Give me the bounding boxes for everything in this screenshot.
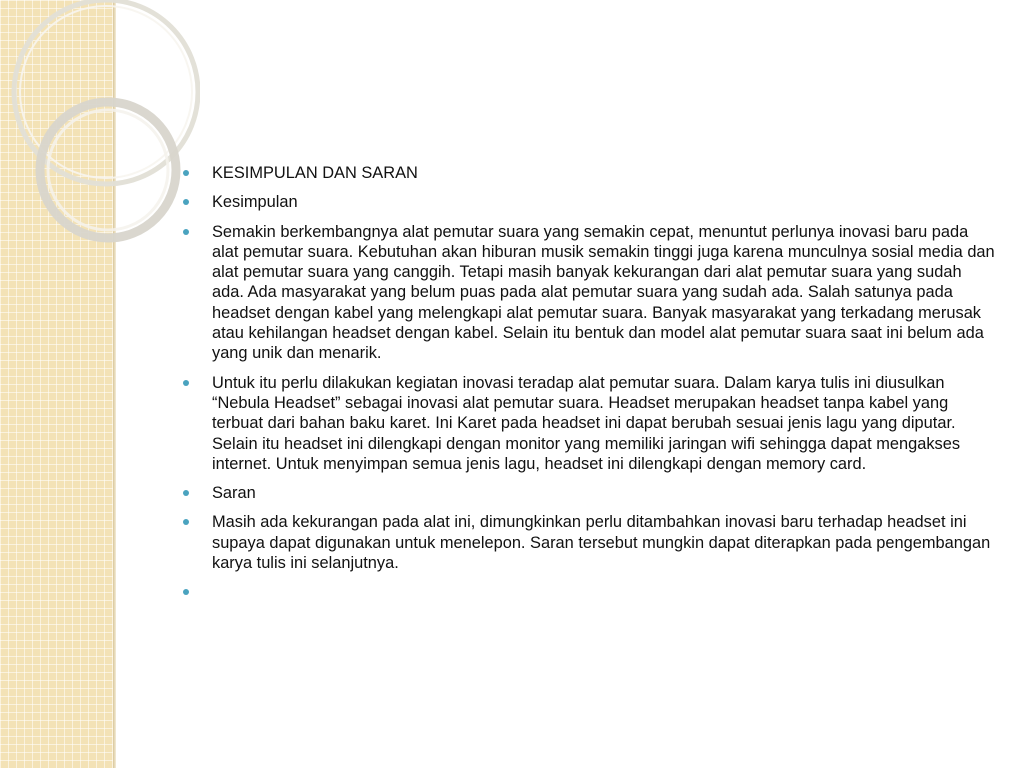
bullet-dot-icon (183, 380, 189, 386)
bullet-paragraph (183, 373, 995, 474)
decorative-rings (0, 0, 200, 260)
bullet-dot-icon (183, 589, 189, 595)
bullet-text: Untuk itu perlu dilakukan kegiatan inovasi teradap alat pemutar suara. Dalam karya tulis ini diusulkan “Nebula Headset” sebagai inovasi alat pemutar suara. Headset merupakan headset tanpa kabel yang terbuat dari bahan baku karet. Ini Karet pada headset ini dapat berubah sesuai jenis lagu yang diputar. Selain itu headset ini dilengkapi dengan monitor yang memiliki jaringan wifi sehingga dapat mengakses internet. Untuk menyimpan semua jenis lagu, headset ini dilengkapi dengan memory card. (212, 373, 961, 473)
bullet-subheading-saran (183, 483, 995, 503)
bullet-text: Masih ada kekurangan pada alat ini, dimungkinkan perlu ditambahkan inovasi baru terhadap headset ini supaya dapat digunakan untuk menelepon. Saran tersebut mungkin dapat diterapkan pada pengembangan karya tulis ini selanjutnya. (212, 513, 991, 573)
bullet-dot-icon (183, 519, 189, 525)
bullet-dot-icon (183, 199, 189, 205)
bullet-dot-icon (183, 170, 189, 176)
bullet-text: Saran (212, 484, 256, 503)
bullet-paragraph (183, 222, 995, 364)
bullet-heading (183, 163, 995, 183)
bullet-list (183, 163, 995, 582)
bullet-subheading-kesimpulan (183, 192, 995, 212)
bullet-dot-icon (183, 229, 189, 235)
bullet-text: KESIMPULAN DAN SARAN (212, 164, 418, 182)
bullet-text: Kesimpulan (212, 193, 298, 212)
bullet-paragraph (183, 512, 995, 573)
bullet-text: Semakin berkembangnya alat pemutar suara yang semakin cepat, menuntut perlunya inovasi baru pada alat pemutar suara. Kebutuhan akan hiburan musik semakin tinggi juga karena munculnya sosial media dan alat pemutar suara yang canggih. Tetapi masih banyak kekurangan dari alat pemutar suara yang sudah ada. Ada masyarakat yang belum puas pada alat pemutar suara yang sudah ada. Salah satunya pada headset dengan kabel yang melengkapi alat pemutar suara. Banyak masyarakat yang terkadang merusak atau kehilangan headset dengan kabel. Selain itu bentuk dan model alat pemutar suara saat ini belum ada yang unik dan menarik. (212, 222, 995, 363)
bullet-dot-icon (183, 490, 189, 496)
